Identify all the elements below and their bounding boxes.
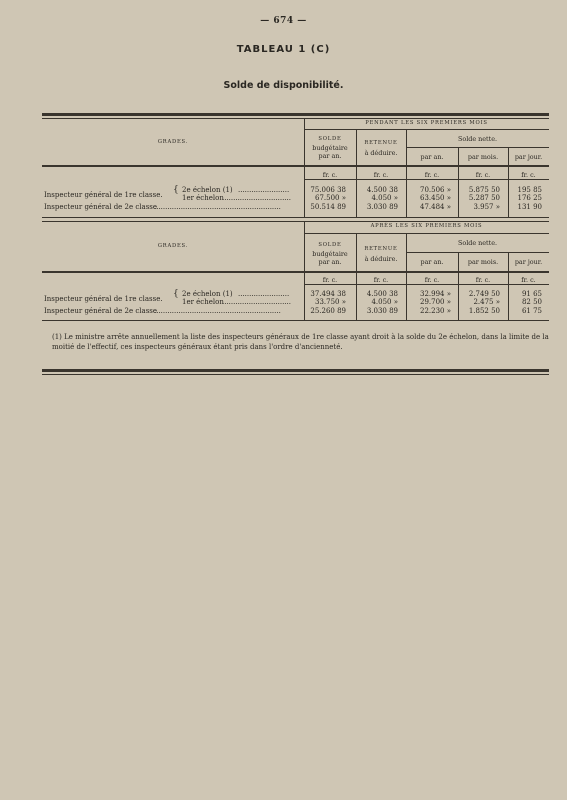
solde-header-1: SOLDE xyxy=(318,136,342,142)
echelon-2: 2e échelon (1) xyxy=(182,186,233,194)
grade-1re-classe: Inspecteur général de 1re classe. xyxy=(44,295,163,303)
echelon-2: 2e échelon (1) xyxy=(182,290,233,298)
unit-mois: fr. c. xyxy=(475,276,491,284)
unit-retenue: fr. c. xyxy=(373,276,389,284)
unit-jour: fr. c. xyxy=(521,171,536,179)
grades-header: GRADES. xyxy=(157,243,189,249)
unit-retenue: fr. c. xyxy=(373,171,389,179)
unit-jour: fr. c. xyxy=(521,276,536,284)
solde-header-2: budgétaire xyxy=(312,250,348,258)
solde-header-1: SOLDE xyxy=(318,242,342,248)
unit-an: fr. c. xyxy=(424,276,440,284)
grade-2e-classe: Inspecteur général de 2e classe xyxy=(44,203,158,211)
par-an-header: par an. xyxy=(420,258,444,266)
table-after-six-months: APRÈS LES SIX PREMIERS MOIS GRADES. SOLDE budgétaire par an. RETENUE à déduire. Solde nette. par an. par mois. par jour. fr. c. fr. c. fr. c. fr. c. fr. c. Inspecteur général de 1re classe. { 2e échelon (1) ....................... 1er échelon ............................... Inspecteur général de 2e classe ......................................................... 37.494 38 4.500 38 32.994 » 2.749 50 91 65 33.750 » 4.050 » 29.700 » 2.475 » 82 50 25.260 89 3.030 89 22.230 » 1.852 50 61 75 xyxy=(42,218,549,321)
grades-header: GRADES. xyxy=(157,139,189,145)
period-header: APRÈS LES SIX PREMIERS MOIS xyxy=(370,223,483,229)
par-jour-header: par jour. xyxy=(514,153,543,161)
echelon-1: 1er échelon xyxy=(182,194,224,202)
par-jour-header: par jour. xyxy=(514,258,543,266)
retenue-header-1: RETENUE xyxy=(364,140,398,146)
unit-mois: fr. c. xyxy=(475,171,491,179)
solde-header-3: par an. xyxy=(318,152,342,160)
unit-solde: fr. c. xyxy=(322,171,338,179)
table-title: TABLEAU 1 (C) xyxy=(236,44,331,55)
par-mois-header: par mois. xyxy=(467,153,499,161)
closing-rule xyxy=(42,369,549,372)
unit-solde: fr. c. xyxy=(322,276,338,284)
grade-1re-classe: Inspecteur général de 1re classe. xyxy=(44,191,163,199)
solde-nette-header: Solde nette. xyxy=(457,239,498,247)
par-an-header: par an. xyxy=(420,153,444,161)
retenue-header-2: à déduire. xyxy=(364,149,398,157)
table-first-six-months: PENDANT LES SIX PREMIERS MOIS GRADES. SOLDE budgétaire par an. RETENUE à déduire. Solde nette. par an. par mois. par jour. fr. c. fr. c. fr. c. fr. c. fr. c. Inspecteur général de 1re classe. { 2e échelon (1) ....................... 1er échelon ............................... Inspecteur général de 2e classe ......................................................... 75.006 38 4.500 38 70.506 » 5.875 50 195 85 67.500 » 4.050 » 63.450 » 5.287 50 176 25 50.514 89 3.030 89 47.484 » 3.957 » 131 90 xyxy=(42,113,549,218)
solde-header-3: par an. xyxy=(318,258,342,266)
unit-an: fr. c. xyxy=(424,171,440,179)
echelon-1: 1er échelon xyxy=(182,298,224,306)
retenue-header-1: RETENUE xyxy=(364,246,398,252)
par-mois-header: par mois. xyxy=(467,258,499,266)
period-header: PENDANT LES SIX PREMIERS MOIS xyxy=(365,120,488,126)
solde-header-2: budgétaire xyxy=(312,144,348,152)
page-number: — 674 — xyxy=(260,16,307,26)
table-subtitle: Solde de disponibilité. xyxy=(223,80,344,91)
footnote: (1) Le ministre arrête annuellement la liste des inspecteurs généraux de 1re classe ayant droit à la solde du 2e échelon, dans la limite de la moitié de l'effectif, ces inspecteurs généraux étant pris dans l'ordre d'ancienneté. xyxy=(52,333,549,351)
retenue-header-2: à déduire. xyxy=(364,255,398,263)
grade-2e-classe: Inspecteur général de 2e classe xyxy=(44,307,158,315)
solde-nette-header: Solde nette. xyxy=(457,135,498,143)
